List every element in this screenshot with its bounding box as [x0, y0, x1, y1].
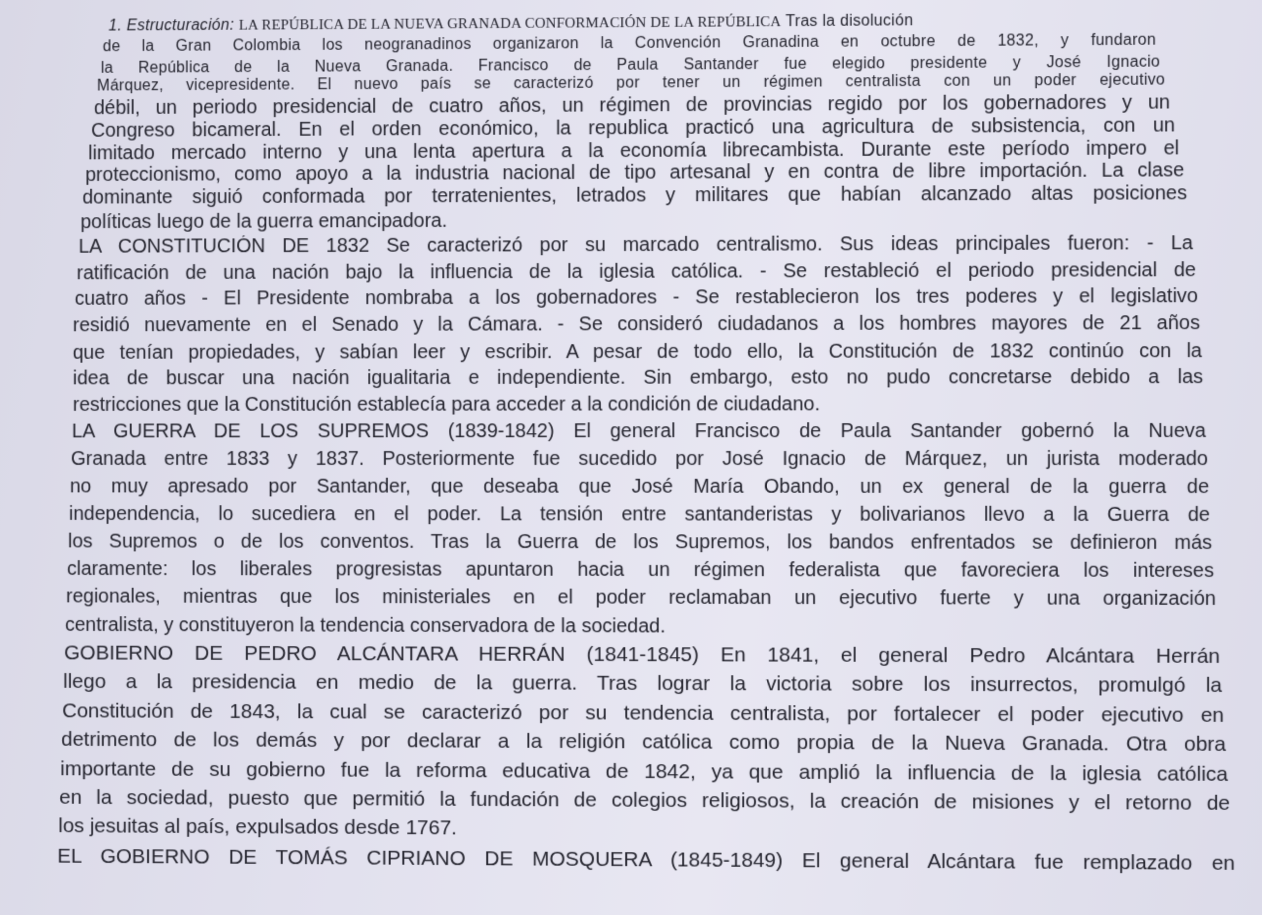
text-line: cuatro años - El Presidente nombraba a los gobernadores - Se restablecieron los tres poderes y el legislativo — [74, 285, 1199, 310]
section-heading-line: GOBIERNO DE PEDRO ALCÁNTARA HERRÁN (1841-1845) En 1841, el general Pedro Alcántara Herrán — [64, 641, 1221, 668]
text-line: detrimento de los demás y por declarar a la religión católica como propia de la Nueva Granada. Otra obra — [61, 728, 1227, 756]
text-line: llego a la presidencia en medio de la guerra. Tras lograr la victoria sobre los insurrectos, promulgó la — [63, 670, 1223, 697]
text-line: políticas luego de la guerra emancipadora. — [80, 210, 448, 234]
section-heading-line: LA CONSTITUCIÓN DE 1832 Se caracterizó por su marcado centralismo. Sus ideas principales fueron: - La — [78, 232, 1194, 258]
section-heading-line: LA GUERRA DE LOS SUPREMOS (1839-1842) El general Francisco de Paula Santander gobernó la Nueva — [71, 420, 1207, 443]
section-number: 1. — [108, 17, 122, 35]
text-line: que tenían propiedades, y sabían leer y escribir. A pesar de todo ello, la Constitución de 1832 continúo con la — [72, 340, 1203, 364]
text-line: no muy apresado por Santander, que deseaba que José María Obando, un ex general de la guerra de — [69, 475, 1210, 498]
text-line: Márquez, vicepresidente. El nuevo país se caracterizó por tener un régimen centralista con un poder ejecutivo — [96, 71, 1166, 95]
text-line: restricciones que la Constitución establecía para acceder a la condición de ciudadano. — [72, 393, 821, 416]
text-line: residió nuevamente en el Senado y la Cámara. - Se consideró ciudadanos a los hombres mayores de 21 años — [72, 312, 1201, 337]
section1-text: Tras la disolución — [785, 12, 914, 31]
text-line: en la sociedad, puesto que permitió la fundación de colegios religiosos, la creación de misiones y el retorno de — [59, 785, 1231, 815]
section-heading: LA REPÚBLICA DE LA NUEVA GRANADA CONFORMACIÓN DE LA REPÚBLICA — [238, 14, 782, 34]
text-line: idea de buscar una nación igualitaria e independiente. Sin embargo, esto no pudo concretarse debido a las — [72, 366, 1204, 390]
text-line: regionales, mientras que los ministeriales en el poder reclamaban un ejecutivo fuerte y una organización — [66, 585, 1217, 610]
text-line: Congreso bicameral. En el orden económico, la republica practicó una agricultura de subsistencia, con un — [91, 114, 1176, 142]
text-line: de la Gran Colombia los neogranadinos organizaron la Convención Granadina en octubre de 1832, y fundaron — [102, 31, 1157, 56]
section-heading-line: EL GOBIERNO DE TOMÁS CIPRIANO DE MOSQUERA (1845-1849) El general Alcántara fue remplazado en — [57, 844, 1236, 875]
text-line: importante de su gobierno fue la reforma educativa de 1842, ya que amplió la influencia de la iglesia católica — [60, 757, 1229, 786]
text-line: proteccionismo, como apoyo a la industria nacional de tipo artesanal y en contra de libre importación. La clase — [85, 159, 1185, 186]
text-line: dominante siguió conformada por terratenientes, letrados y militares que habían alcanzado altas posiciones — [82, 182, 1188, 209]
document-page — [24, 0, 1262, 915]
text-line: independencia, lo sucediera en el poder. La tensión entre santanderistas y bolivarianos llevo a la Guerra de — [68, 503, 1211, 526]
text-line: limitado mercado interno y una lenta apertura a la economía librecambista. Durante este período impero el — [88, 137, 1180, 165]
text-line: Constitución de 1843, la cual se caracterizó por su tendencia centralista, por fortalecer el poder ejecutivo en — [62, 699, 1225, 727]
text-line: Granada entre 1833 y 1837. Posteriormente fue sucedido por José Ignacio de Márquez, un jurista moderado — [70, 448, 1209, 470]
text-line: claramente: los liberales progresistas apuntaron hacia un régimen federalista que favoreciera los intereses — [67, 558, 1215, 582]
section-label: Estructuración: — [126, 16, 235, 35]
text-line: la República de la Nueva Granada. Francisco de Paula Santander fue elegido presidente y José Ignacio — [100, 53, 1161, 77]
text-line: los Supremos o de los conventos. Tras la Guerra de los Supremos, los bandos enfrentados se definieron más — [67, 530, 1213, 554]
text-line: centralista, y constituyeron la tendencia conservadora de la sociedad. — [65, 614, 666, 638]
text-line: débil, un periodo presidencial de cuatro años, un régimen de provincias regido por los gobernadores y un — [94, 91, 1171, 120]
text-line: ratificación de una nación bajo la influencia de la iglesia católica. - Se restableció el periodo presidencial de — [76, 259, 1197, 285]
section1-line-0 — [109, 11, 1149, 36]
text-line: los jesuitas al país, expulsados desde 1767. — [58, 814, 457, 840]
